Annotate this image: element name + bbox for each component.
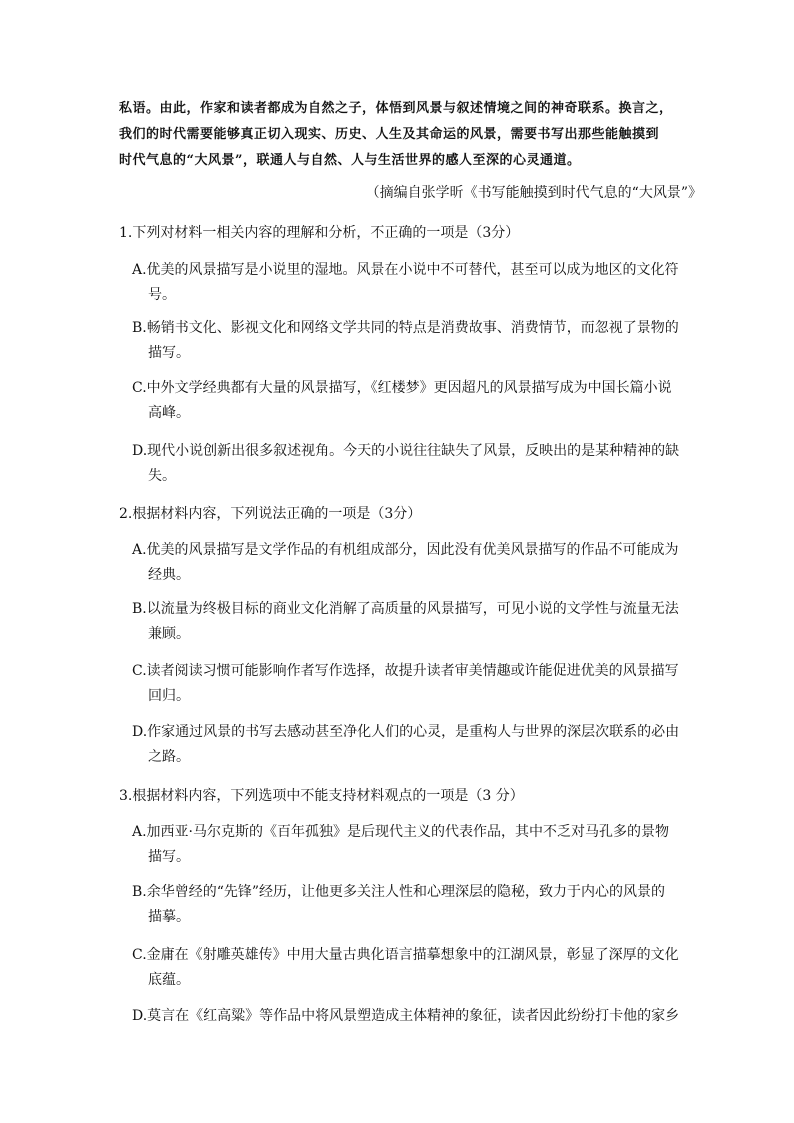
option-text: D.莫言在《红高粱》等作品中将风景塑造成主体精神的象征，读者因此纷纷打卡他的家乡 xyxy=(132,1008,680,1024)
option-text-cont: 描写。 xyxy=(148,345,190,361)
question-2-option-d xyxy=(132,720,692,770)
question-1-option-c xyxy=(132,376,692,426)
option-text-cont: 之路。 xyxy=(148,749,190,765)
option-text: B.畅销书文化、影视文化和网络文学共同的特点是消费故事、消费情节，而忽视了景物的 xyxy=(132,320,679,336)
question-1-stem: 1.下列对材料一相关内容的理解和分析，不正确的一项是（3分） xyxy=(119,225,520,241)
option-text: A.优美的风景描写是小说里的湿地。风景在小说中不可替代，甚至可以成为地区的文化符 xyxy=(132,262,679,278)
question-1-option-b xyxy=(132,316,692,366)
option-text: B.以流量为终极目标的商业文化消解了高质量的风景描写，可见小说的文学性与流量无法 xyxy=(132,601,679,617)
question-3-option-b xyxy=(132,880,692,930)
option-text-cont: 回归。 xyxy=(148,688,190,704)
intro-line: 我们的时代需要能够真正切入现实、历史、人生及其命运的风景，需要书写出那些能触摸到 xyxy=(119,127,660,142)
option-text: A.加西亚·马尔克斯的《百年孤独》是后现代主义的代表作品，其中不乏对马孔多的景物 xyxy=(132,824,670,840)
question-2-option-a xyxy=(132,538,692,588)
option-text-cont: 兼顾。 xyxy=(148,626,190,642)
intro-line: 时代气息的“大风景”，联通人与自然、人与生活世界的感人至深的心灵通道。 xyxy=(119,153,581,168)
intro-line: 私语。由此，作家和读者都成为自然之子，体悟到风景与叙述情境之间的神奇联系。换言之， xyxy=(119,101,673,116)
question-1-option-d xyxy=(132,439,692,489)
option-text: C.金庸在《射雕英雄传》中用大量古典化语言描摹想象中的江湖风景，彰显了深厚的文化 xyxy=(132,947,679,963)
option-text-cont: 底蕴。 xyxy=(148,972,190,988)
option-text: C.读者阅读习惯可能影响作者写作选择，故提升读者审美情趣或许能促进优美的风景描写 xyxy=(132,663,679,679)
option-text-cont: 描写。 xyxy=(148,849,190,865)
question-2-option-c xyxy=(132,659,692,709)
option-text-cont: 高峰。 xyxy=(148,405,190,421)
intro-paragraph xyxy=(119,96,699,174)
option-text-cont: 描摹。 xyxy=(148,909,190,925)
option-text: B.余华曾经的“先锋”经历，让他更多关注人性和心理深层的隐秘，致力于内心的风景的 xyxy=(132,884,666,900)
option-text-cont: 失。 xyxy=(148,468,176,484)
option-text: A.优美的风景描写是文学作品的有机组成部分，因此没有优美风景描写的作品不可能成为 xyxy=(132,542,679,558)
option-text-cont: 号。 xyxy=(148,287,176,303)
option-text: D.作家通过风景的书写去感动甚至净化人们的心灵，是重构人与世界的深层次联系的必由 xyxy=(132,724,680,740)
question-2-stem: 2.根据材料内容，下列说法正确的一项是（3分） xyxy=(119,506,422,522)
question-2-option-b xyxy=(132,597,692,647)
question-3-option-a xyxy=(132,820,692,870)
question-1-option-a xyxy=(132,258,692,308)
option-text-cont: 经典。 xyxy=(148,567,190,583)
question-3-option-d xyxy=(132,1004,692,1029)
option-text: C.中外文学经典都有大量的风景描写，《红楼梦》更因超凡的风景描写成为中国长篇小说 xyxy=(132,380,672,396)
question-3-stem: 3.根据材料内容，下列选项中不能支持材料观点的一项是（3 分） xyxy=(119,788,524,804)
question-3-option-c xyxy=(132,943,692,993)
option-text: D.现代小说创新出很多叙述视角。今天的小说往往缺失了风景，反映出的是某种精神的缺 xyxy=(132,443,680,459)
source-citation: （摘编自张学昕《书写能触摸到时代气息的“大风景”》 xyxy=(365,185,702,201)
